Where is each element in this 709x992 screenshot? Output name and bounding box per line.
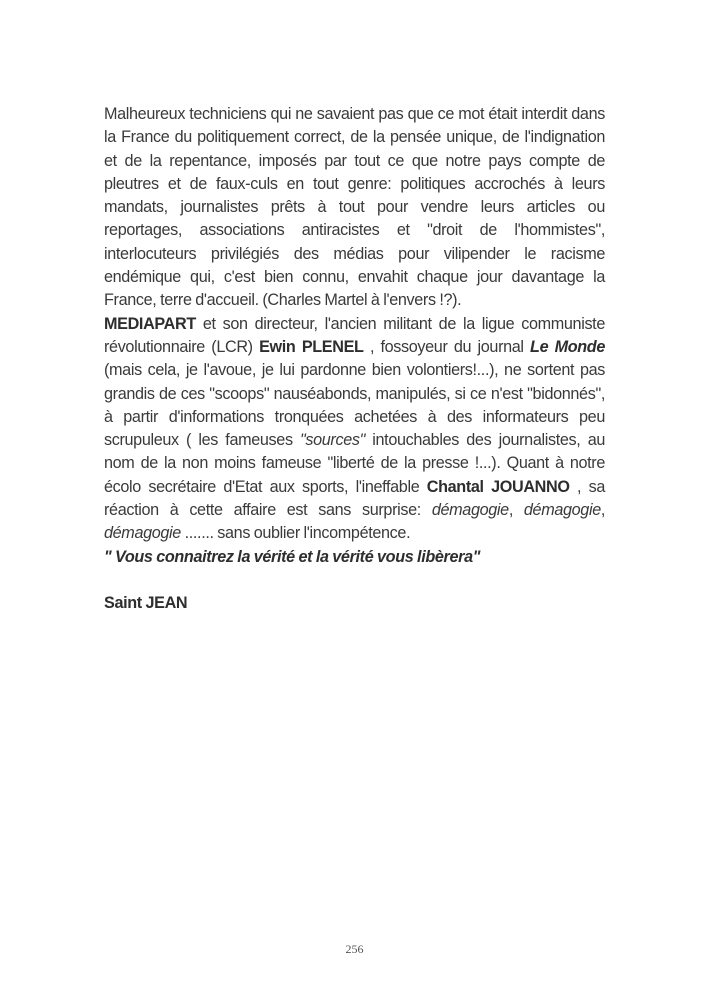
comma-2: ,	[600, 501, 606, 520]
paragraph-2-text-5: , sa réaction à cette affaire est sans surprise:	[104, 477, 605, 520]
body-text	[104, 103, 605, 616]
sources-word: "sources"	[299, 431, 365, 450]
plenel-name: Ewin PLENEL	[259, 337, 364, 356]
paragraph-2-text-2: , fossoyeur du journal	[363, 337, 531, 356]
le-monde-name: Le Monde	[530, 337, 605, 356]
page-number: 256	[345, 942, 364, 956]
blank-line	[104, 569, 605, 592]
jouanno-name: Chantal JOUANNO	[426, 477, 570, 496]
demagogie-3: démagogie	[104, 524, 181, 543]
demagogie-1: démagogie	[431, 501, 509, 520]
paragraph-2-text-4: intouchables des journalistes, au nom de la non moins fameuse "liberté de la presse !...). Quant à notre écolo secrétaire d'Etat aux sports, l'ineffable	[104, 431, 605, 496]
signature: Saint JEAN	[104, 594, 188, 613]
paragraph-2-text-6: ....... sans oublier l'incompétence.	[180, 524, 411, 543]
paragraph-2	[104, 313, 605, 546]
paragraph-2-text-1: et son directeur, l'ancien militant de la ligue communiste révolutionnaire (LCR)	[104, 314, 605, 356]
bible-quote: " Vous connaitrez la vérité et la vérité vous libèrera"	[104, 547, 481, 566]
demagogie-2: démagogie	[523, 501, 601, 520]
mediapart-name: MEDIAPART	[104, 314, 196, 333]
paragraph-2-text-3: (mais cela, je l'avoue, je lui pardonne bien volontiers!...), ne sortent pas grandis de ces "scoops" nauséabonds, manipulés, si ce n'est "bidonnés", à partir d'informations tronquées achetées à des informateurs peu scrupuleux ( les fameuses	[104, 361, 605, 450]
comma-1: ,	[508, 501, 524, 520]
paragraph-1: Malheureux techniciens qui ne savaient pas que ce mot était interdit dans la France du politiquement correct, de la pensée unique, de l'indignation et de la repentance, imposés par tout ce que notre pays compte de pleutres et de faux-culs en tout genre: politiques accrochés à leurs mandats, journalistes prêts à tout pour vendre leurs articles ou reportages, associations antiracistes et "droit de l'hommistes", interlocuteurs privilégiés des médias pour vilipender le racisme endémique qui, c'est bien connu, envahit chaque jour davantage la France, terre d'accueil. (Charles Martel à l'envers !?).	[104, 105, 605, 310]
